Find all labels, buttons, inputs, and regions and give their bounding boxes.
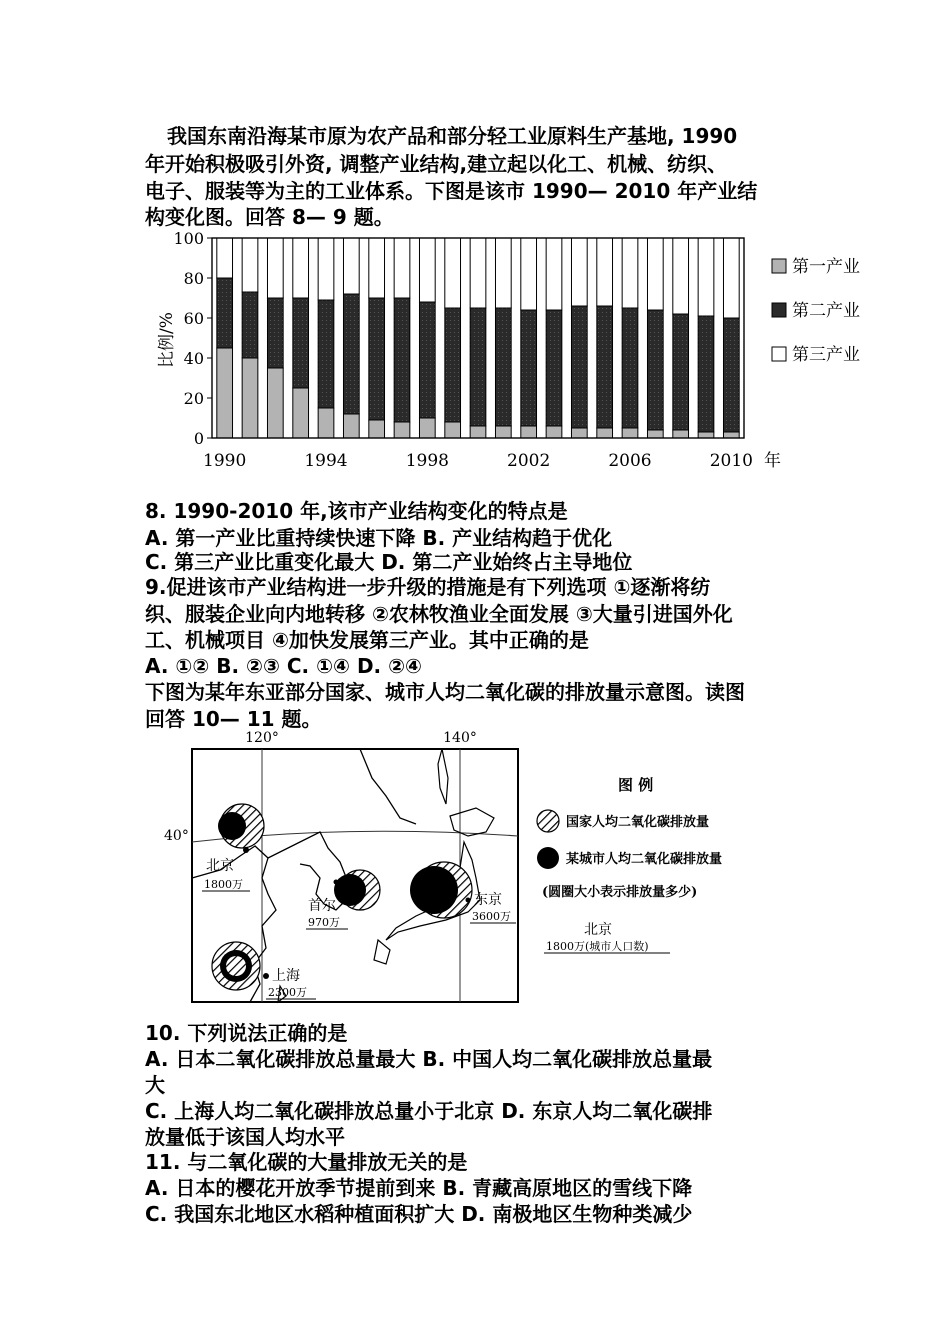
bar-segment-3-1990: [217, 238, 233, 278]
bar-segment-3-2005: [597, 238, 613, 306]
bar-segment-1-1990: [217, 348, 233, 438]
bar-segment-3-1996: [369, 238, 385, 298]
bar-segment-1-2008: [673, 430, 689, 438]
q11-line: 11. 与二氧化碳的大量排放无关的是: [145, 1150, 468, 1174]
bar-segment-2-2004: [571, 306, 587, 428]
y-tick-label: 80: [183, 269, 204, 288]
tokyo-city-circle: [410, 866, 458, 914]
bar-segment-1-2005: [597, 428, 613, 438]
bar-segment-3-2004: [571, 238, 587, 306]
legend-city-symbol: [537, 847, 559, 869]
q9-line: 工、机械项目 ④加快发展第三产业。其中正确的是: [145, 628, 589, 652]
bar-segment-2-1991: [242, 292, 258, 358]
beijing-dot: [243, 847, 249, 853]
lat-label-40: 40°: [164, 828, 189, 844]
shanghai-city-inner-hatch: [226, 956, 246, 976]
q10-line: 10. 下列说法正确的是: [145, 1021, 348, 1045]
q9-line: 9.促进该市产业结构进一步升级的措施是有下列选项 ①逐渐将纺: [145, 575, 711, 599]
beijing-population: 1800万: [204, 878, 243, 891]
passage1-line: 构变化图。回答 8— 9 题。: [145, 205, 394, 229]
bar-segment-2-2010: [723, 318, 739, 432]
bar-segment-1-2006: [622, 428, 638, 438]
bar-segment-1-2000: [470, 426, 486, 438]
shanghai-dot: [263, 973, 269, 979]
kyushu: [374, 940, 390, 964]
q9-line: 织、服装企业向内地转移 ②农林牧渔业全面发展 ③大量引进国外化: [145, 602, 733, 626]
bar-segment-1-1993: [293, 388, 309, 438]
legend-label-1: 第一产业: [792, 257, 860, 277]
y-tick-label: 20: [183, 389, 204, 408]
bar-segment-2-1997: [394, 298, 410, 422]
bar-segment-3-1999: [445, 238, 461, 308]
legend-city-label: 某城市人均二氧化碳排放量: [566, 852, 723, 867]
seoul-dot: [334, 880, 339, 885]
q10-line: A. 日本二氧化碳排放总量最大 B. 中国人均二氧化碳排放总量最: [145, 1047, 713, 1071]
bar-segment-2-2003: [546, 310, 562, 426]
chart-ylabel: 比例/%: [157, 312, 177, 368]
bar-segment-2-1993: [293, 298, 309, 388]
bar-segment-3-1997: [394, 238, 410, 298]
hokkaido: [450, 808, 494, 836]
bar-segment-2-1999: [445, 308, 461, 422]
co2-emission-map-svg: [150, 728, 810, 1010]
industry-structure-chart: [150, 228, 890, 478]
q8-stem: 8. 1990-2010 年,该市产业结构变化的特点是: [145, 499, 568, 523]
legend-note: (圆圈大小表示排放量多少): [542, 885, 698, 900]
legend-label-2: 第二产业: [792, 301, 860, 321]
x-tick-label: 1998: [405, 451, 449, 471]
bar-segment-1-1991: [242, 358, 258, 438]
bar-segment-2-2008: [673, 314, 689, 430]
passage2-line: 下图为某年东亚部分国家、城市人均二氧化碳的排放量示意图。读图: [145, 680, 745, 704]
bar-segment-2-2001: [495, 308, 511, 426]
bar-segment-1-2004: [571, 428, 587, 438]
bar-segment-2-2000: [470, 308, 486, 426]
bar-segment-3-1994: [318, 238, 334, 300]
bar-segment-3-2003: [546, 238, 562, 310]
bar-segment-3-1993: [293, 238, 309, 298]
passage1-line: 电子、服装等为主的工业体系。下图是该市 1990— 2010 年产业结: [145, 179, 758, 203]
bar-segment-2-1998: [419, 302, 435, 418]
legend-swatch-1: [772, 259, 786, 273]
shanghai-population: 2300万: [268, 986, 307, 999]
map-legend-title: 图 例: [618, 776, 654, 794]
seoul-label: 首尔: [308, 898, 336, 914]
bar-segment-3-2009: [698, 238, 714, 316]
tokyo-label: 东京: [474, 892, 502, 908]
bar-segment-3-1991: [242, 238, 258, 292]
bar-segment-1-2010: [723, 432, 739, 438]
passage1-line: 年开始积极吸引外资, 调整产业结构,建立起以化工、机械、纺织、: [145, 152, 728, 176]
q10-line: C. 上海人均二氧化碳排放总量小于北京 D. 东京人均二氧化碳排: [145, 1099, 713, 1123]
bar-segment-2-2006: [622, 308, 638, 428]
bar-segment-1-1992: [267, 368, 283, 438]
bar-segment-1-2001: [495, 426, 511, 438]
bar-segment-2-1994: [318, 300, 334, 408]
y-tick-label: 40: [183, 349, 204, 368]
industry-structure-chart-svg: [150, 228, 890, 478]
lon-label-140: 140°: [443, 730, 477, 746]
legend-swatch-3: [772, 347, 786, 361]
y-tick-label: 0: [193, 429, 204, 448]
y-tick-label: 60: [183, 309, 204, 328]
bar-segment-1-1997: [394, 422, 410, 438]
legend-national-symbol: [537, 810, 559, 832]
beijing-label: 北京: [206, 858, 234, 874]
q10-line: 大: [145, 1073, 165, 1097]
russia-coast: [360, 749, 416, 824]
q8-options: C. 第三产业比重变化最大 D. 第二产业始终占主导地位: [145, 550, 633, 574]
bar-segment-2-1996: [369, 298, 385, 420]
beijing-city-circle: [218, 812, 246, 840]
bar-segment-1-1994: [318, 408, 334, 438]
legend-sample-caption: 1800万(城市人口数): [546, 940, 649, 953]
sakhalin: [438, 749, 448, 804]
bar-segment-2-1992: [267, 298, 283, 368]
bar-segment-3-2007: [647, 238, 663, 310]
tokyo-dot: [466, 898, 471, 903]
legend-national-label: 国家人均二氧化碳排放量: [566, 815, 710, 830]
x-tick-label: 1994: [304, 451, 348, 471]
tokyo-population: 3600万: [472, 910, 511, 923]
bar-segment-2-1990: [217, 278, 233, 348]
x-axis-unit: 年: [764, 451, 781, 471]
seoul-city-circle: [334, 874, 366, 906]
q11-line: A. 日本的樱花开放季节提前到来 B. 青藏高原地区的雪线下降: [145, 1176, 693, 1200]
bar-segment-1-2007: [647, 430, 663, 438]
shanghai-label: 上海: [272, 968, 300, 984]
bar-segment-1-1999: [445, 422, 461, 438]
passage1-line: 我国东南沿海某市原为农产品和部分轻工业原料生产基地, 1990: [167, 124, 738, 148]
legend-swatch-2: [772, 303, 786, 317]
lon-label-120: 120°: [245, 730, 279, 746]
bar-segment-1-2003: [546, 426, 562, 438]
bar-segment-3-2000: [470, 238, 486, 308]
seoul-population: 970万: [308, 916, 340, 929]
x-tick-label: 2010: [709, 451, 753, 471]
x-tick-label: 1990: [203, 451, 247, 471]
bar-segment-1-1996: [369, 420, 385, 438]
bar-segment-3-2008: [673, 238, 689, 314]
bar-segment-1-1995: [343, 414, 359, 438]
bar-segment-3-1995: [343, 238, 359, 294]
legend-label-3: 第三产业: [792, 345, 860, 365]
bar-segment-3-1992: [267, 238, 283, 298]
bar-segment-3-2001: [495, 238, 511, 308]
x-tick-label: 2006: [608, 451, 652, 471]
q8-options: A. 第一产业比重持续快速下降 B. 产业结构趋于优化: [145, 526, 613, 550]
bar-segment-2-1995: [343, 294, 359, 414]
x-tick-label: 2002: [507, 451, 551, 471]
bar-segment-2-2002: [521, 310, 537, 426]
bar-segment-3-2010: [723, 238, 739, 318]
bar-segment-3-2002: [521, 238, 537, 310]
bar-segment-2-2005: [597, 306, 613, 428]
y-tick-label: 100: [173, 229, 204, 248]
bar-segment-3-1998: [419, 238, 435, 302]
passage2-line: 回答 10— 11 题。: [145, 707, 322, 731]
bar-segment-2-2009: [698, 316, 714, 432]
bar-segment-2-2007: [647, 310, 663, 430]
bar-segment-1-2002: [521, 426, 537, 438]
q10-line: 放量低于该国人均水平: [145, 1125, 345, 1149]
bar-segment-1-2009: [698, 432, 714, 438]
bar-segment-1-1998: [419, 418, 435, 438]
co2-emission-map: [150, 728, 810, 1010]
q9-options: A. ①② B. ②③ C. ①④ D. ②④: [145, 654, 422, 678]
q11-line: C. 我国东北地区水稻种植面积扩大 D. 南极地区生物种类减少: [145, 1202, 693, 1226]
bar-segment-3-2006: [622, 238, 638, 308]
legend-sample-city: 北京: [584, 922, 612, 938]
